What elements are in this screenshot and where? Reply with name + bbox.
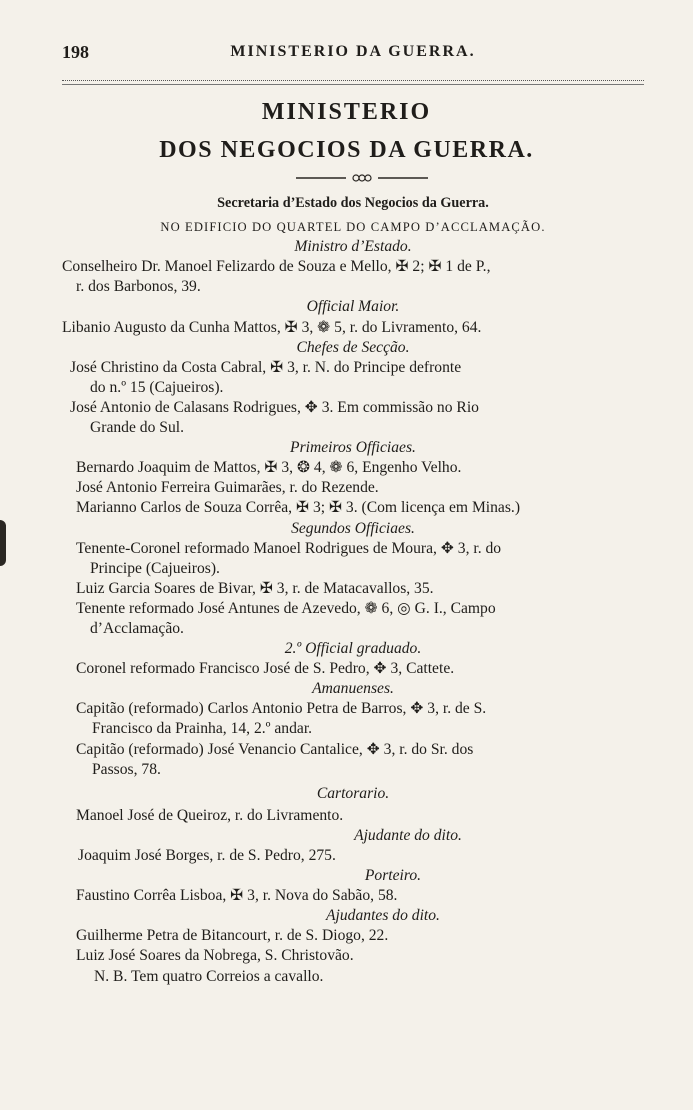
entry-line: d’Acclamação.	[90, 619, 184, 637]
entry-line: Grande do Sul.	[90, 419, 184, 437]
entry-line: Coronel reformado Francisco José de S. Pedro, ✥ 3, Cattete.	[76, 660, 455, 678]
entry-line: Guilherme Petra de Bitancourt, r. de S. Diogo, 22.	[76, 927, 389, 945]
entry-line: Libanio Augusto da Cunha Mattos, ✠ 3, ❁ 5, r. do Livramento, 64.	[62, 318, 482, 336]
entry-line: Tenente-Coronel reformado Manoel Rodrigues de Moura, ✥ 3, r. do	[76, 539, 502, 557]
entry-line: Bernardo Joaquim de Mattos, ✠ 3, ❂ 4, ❁ 6, Engenho Velho.	[76, 459, 462, 477]
entry-line: Principe (Cajueiros).	[90, 559, 220, 577]
location-line: NO EDIFICIO DO QUARTEL DO CAMPO D’ACCLAMAÇÃO.	[160, 220, 546, 235]
binding-mark	[0, 520, 6, 566]
header-rule	[62, 80, 644, 85]
entry-line: Manoel José de Queiroz, r. do Livramento.	[76, 806, 344, 824]
entry-line: Tenente reformado José Antunes de Azevedo, ❁ 6, ◎ G. I., Campo	[76, 599, 496, 617]
secretaria-heading: Secretaria d’Estado dos Negocios da Guerra.	[217, 195, 489, 211]
note-line: N. B. Tem quatro Correios a cavallo.	[94, 967, 324, 985]
entry-line: Luiz José Soares da Nobrega, S. Christovão.	[76, 947, 354, 965]
running-title: MINISTERIO DA GUERRA.	[230, 43, 476, 60]
entry-line: Capitão (reformado) Carlos Antonio Petra de Barros, ✥ 3, r. de S.	[76, 700, 487, 718]
entry-line: do n.º 15 (Cajueiros).	[90, 378, 224, 396]
entry-line: Francisco da Prainha, 14, 2.º andar.	[92, 720, 313, 738]
ornament-divider	[296, 173, 428, 183]
section-heading: 2.º Official graduado.	[284, 640, 422, 658]
section-heading: Segundos Officiaes.	[291, 519, 415, 537]
page-number: 198	[62, 42, 89, 62]
entry-line: Marianno Carlos de Souza Corrêa, ✠ 3; ✠ 3. (Com licença em Minas.)	[76, 499, 521, 517]
document-body	[62, 193, 644, 987]
section-heading: Cartorario.	[316, 784, 390, 802]
entry-line: José Antonio de Calasans Rodrigues, ✥ 3. Em commissão no Rio	[70, 398, 479, 416]
section-heading: Primeiros Officiaes.	[290, 439, 416, 457]
title-line-2: DOS NEGOCIOS DA GUERRA.	[159, 137, 534, 163]
page-header	[62, 42, 644, 66]
entry-line: Capitão (reformado) José Venancio Cantalice, ✥ 3, r. do Sr. dos	[76, 740, 474, 758]
entry-line: Luiz Garcia Soares de Bivar, ✠ 3, r. de Matacavallos, 35.	[76, 579, 434, 597]
entry-line: Passos, 78.	[92, 760, 161, 778]
section-heading: Ajudante do dito.	[354, 826, 462, 844]
section-heading: Porteiro.	[364, 867, 422, 885]
entry-line: José Antonio Ferreira Guimarães, r. do Rezende.	[76, 479, 379, 497]
entry-line: Faustino Corrêa Lisboa, ✠ 3, r. Nova do Sabão, 58.	[76, 887, 398, 905]
entry-line: r. dos Barbonos, 39.	[76, 278, 201, 296]
section-heading: Chefes de Secção.	[296, 338, 410, 356]
section-heading: Official Maior.	[306, 298, 400, 316]
section-heading: Ajudantes do dito.	[326, 907, 440, 925]
section-heading: Amanuenses.	[312, 680, 394, 698]
title-line-1: MINISTERIO	[261, 99, 432, 125]
entry-line: Joaquim José Borges, r. de S. Pedro, 275.	[78, 847, 336, 864]
entry-line: José Christino da Costa Cabral, ✠ 3, r. N. do Principe defronte	[70, 358, 462, 376]
entry-line: Conselheiro Dr. Manoel Felizardo de Souza e Mello, ✠ 2; ✠ 1 de P.,	[62, 258, 491, 276]
section-heading: Ministro d’Estado.	[294, 238, 412, 256]
